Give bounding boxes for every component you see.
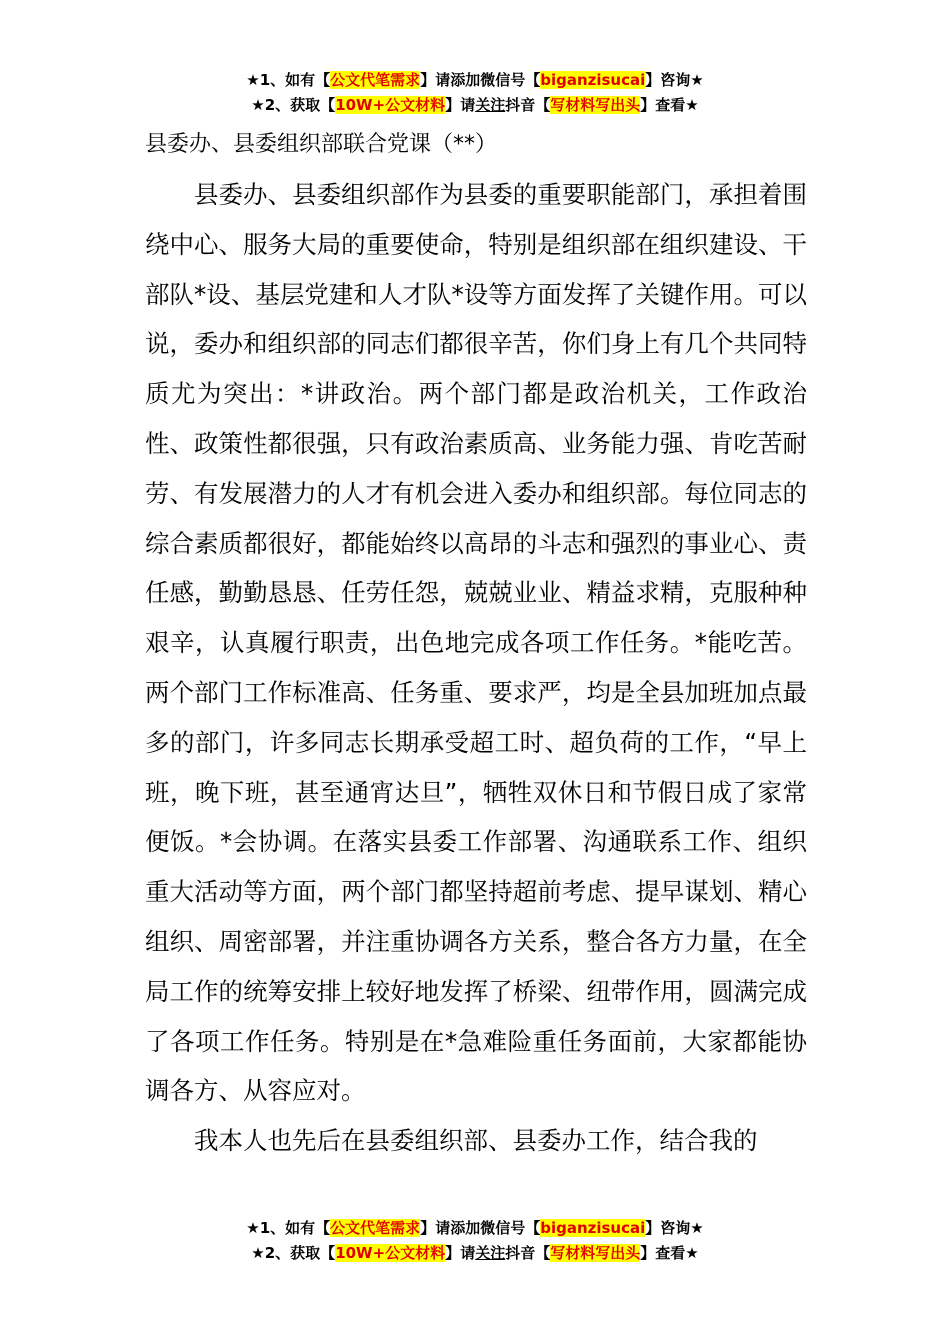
banner-text: 1、如有【 [259, 1219, 331, 1237]
document-body [145, 170, 807, 1166]
banner-highlight: 公文代笔需求 [330, 71, 421, 89]
banner-line-2 [0, 1241, 950, 1266]
banner-underlined-text: 关注 [475, 96, 506, 114]
banner-text: 抖音【 [505, 96, 551, 114]
star-icon: ★ [251, 1244, 265, 1262]
header-banner [0, 68, 950, 118]
douyin-account-highlight: 写材料写出头 [550, 96, 641, 114]
star-icon: ★ [246, 1219, 260, 1237]
star-icon: ★ [251, 96, 265, 114]
banner-text: 】查看★ [640, 1244, 699, 1262]
banner-highlight: 10W+公文材料 [335, 96, 446, 114]
banner-text: 】请添加微信号【 [420, 1219, 541, 1237]
banner-line-1 [0, 68, 950, 93]
banner-text: 】请 [445, 96, 476, 114]
footer-banner [0, 1216, 950, 1266]
banner-highlight: 公文代笔需求 [330, 1219, 421, 1237]
banner-text: 2、获取【 [264, 96, 336, 114]
banner-line-1 [0, 1216, 950, 1241]
banner-text: 】请添加微信号【 [420, 71, 541, 89]
star-icon: ★ [246, 71, 260, 89]
banner-text: 】请 [445, 1244, 476, 1262]
douyin-account-highlight: 写材料写出头 [550, 1244, 641, 1262]
banner-text: 】查看★ [640, 96, 699, 114]
wechat-id-highlight: biganzisucai [540, 1219, 646, 1237]
banner-text: 】咨询★ [645, 1219, 704, 1237]
body-paragraph: 县委办、县委组织部作为县委的重要职能部门，承担着围绕中心、服务大局的重要使命，特别是组织部在组织建设、干部队*设、基层党建和人才队*设等方面发挥了关键作用。可以说，委办和组织部的同志们都很辛苦，你们身上有几个共同特质尤为突出：*讲政治。两个部门都是政治机关，工作政治性、政策性都很强，只有政治素质高、业务能力强、肯吃苦耐劳、有发展潜力的人才有机会进入委办和组织部。每位同志的综合素质都很好，都能始终以高昂的斗志和强烈的事业心、责任感，勤勤恳恳、任劳任怨，兢兢业业、精益求精，克服种种艰辛，认真履行职责，出色地完成各项工作任务。*能吃苦。两个部门工作标准高、任务重、要求严，均是全县加班加点最多的部门，许多同志长期承受超工时、超负荷的工作，“早上班，晚下班，甚至通宵达旦”，牺牲双休日和节假日成了家常便饭。*会协调。在落实县委工作部署、沟通联系工作、组织重大活动等方面，两个部门都坚持超前考虑、提早谋划、精心组织、周密部署，并注重协调各方关系，整合各方力量，在全局工作的统筹安排上较好地发挥了桥梁、纽带作用，圆满完成了各项工作任务。特别是在*急难险重任务面前，大家都能协调各方、从容应对。 [145, 180, 807, 1106]
banner-underlined-text: 关注 [475, 1244, 506, 1262]
banner-text: 】咨询★ [645, 71, 704, 89]
banner-line-2 [0, 93, 950, 118]
wechat-id-highlight: biganzisucai [540, 71, 646, 89]
banner-text: 2、获取【 [264, 1244, 336, 1262]
banner-highlight: 10W+公文材料 [335, 1244, 446, 1262]
banner-text: 抖音【 [505, 1244, 551, 1262]
document-title: 县委办、县委组织部联合党课（**） [145, 132, 498, 157]
body-paragraph: 我本人也先后在县委组织部、县委办工作，结合我的 [194, 1126, 758, 1156]
banner-text: 1、如有【 [259, 71, 331, 89]
